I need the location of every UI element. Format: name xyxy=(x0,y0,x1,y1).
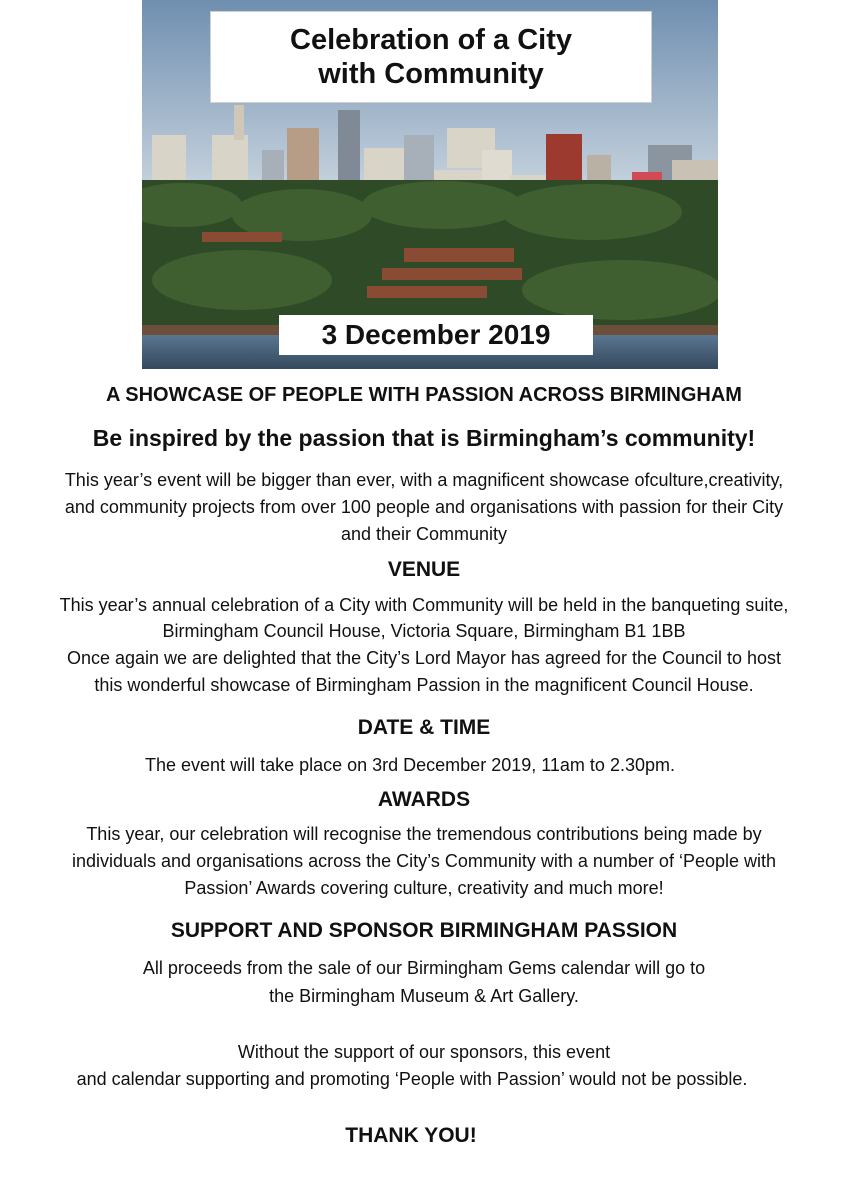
awards-line-2: individuals and organisations across the City’s Community with a number of ‘People with xyxy=(71,851,776,871)
venue-line-3: Once again we are delighted that the City’s Lord Mayor has agreed for the Council to host xyxy=(66,648,782,668)
intro-line-3: and their Community xyxy=(340,524,508,544)
datetime-text: The event will take place on 3rd December 2019, 11am to 2.30pm. xyxy=(145,755,675,775)
support-line-2: the Birmingham Museum & Art Gallery. xyxy=(269,986,579,1006)
awards-heading: AWARDS xyxy=(377,788,471,811)
venue-line-2: Birmingham Council House, Victoria Square, Birmingham B1 1BB xyxy=(162,621,686,641)
venue-line-4: this wonderful showcase of Birmingham Passion in the magnificent Council House. xyxy=(94,675,754,695)
support-line-1: All proceeds from the sale of our Birmingham Gems calendar will go to xyxy=(142,958,706,978)
hero-date-banner: 3 December 2019 xyxy=(321,319,551,350)
tagline: Be inspired by the passion that is Birmingham’s community! xyxy=(92,425,756,451)
headline: A SHOWCASE OF PEOPLE WITH PASSION ACROSS BIRMINGHAM xyxy=(106,384,742,406)
hero-date-box xyxy=(279,315,593,355)
hero-title: Celebration of a City with Community xyxy=(290,24,572,90)
intro-line-1: This year’s event will be bigger than ever, with a magnificent showcase ofculture,creativity, xyxy=(64,470,784,490)
support-line-3: Without the support of our sponsors, this event xyxy=(237,1042,611,1062)
venue-heading: VENUE xyxy=(387,558,461,581)
datetime-heading: DATE & TIME xyxy=(357,716,491,739)
closing-thank-you: THANK YOU! xyxy=(345,1124,477,1147)
hero-title-box xyxy=(210,11,652,103)
support-line-4: and calendar supporting and promoting ‘People with Passion’ would not be possible. xyxy=(76,1069,748,1089)
hero-image xyxy=(142,0,718,369)
awards-line-1: This year, our celebration will recognise the tremendous contributions being made by xyxy=(86,824,762,844)
venue-line-1: This year’s annual celebration of a City with Community will be held in the banqueting suite, xyxy=(59,595,789,615)
intro-line-2: and community projects from over 100 people and organisations with passion for their City xyxy=(64,497,784,517)
awards-line-3: Passion’ Awards covering culture, creativity and much more! xyxy=(184,878,664,898)
support-heading: SUPPORT AND SPONSOR BIRMINGHAM PASSION xyxy=(170,919,678,942)
